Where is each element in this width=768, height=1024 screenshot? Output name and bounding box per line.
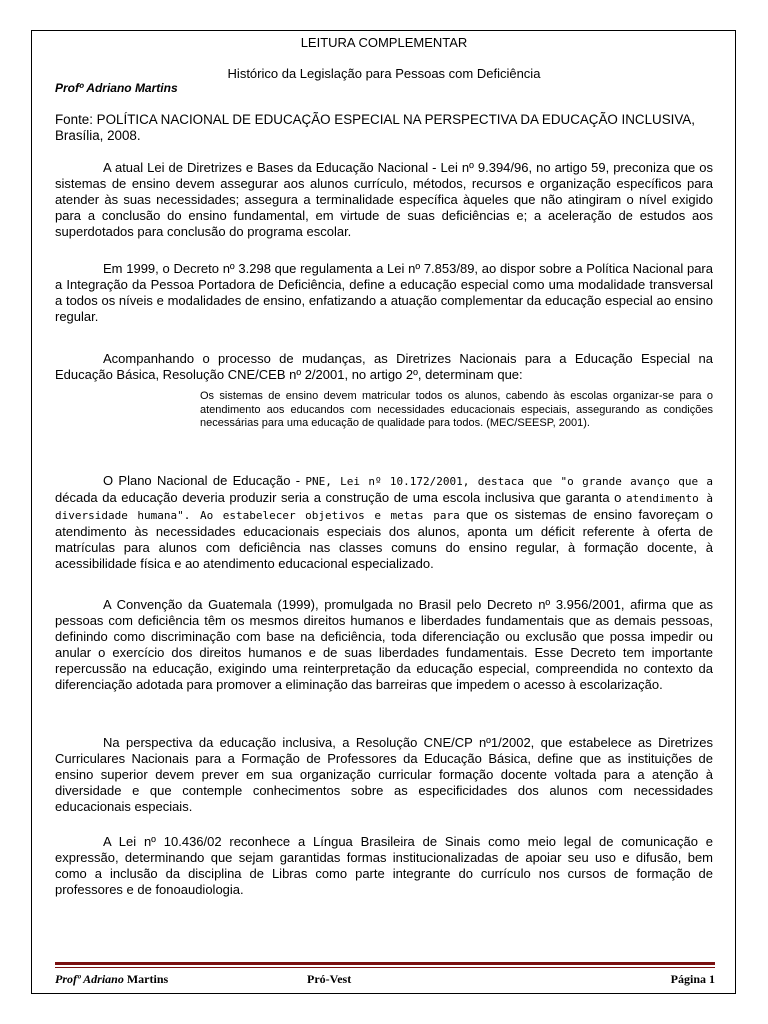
- document-title: LEITURA COMPLEMENTAR: [300, 35, 468, 50]
- footer-author: [55, 972, 168, 987]
- footer-page-number: Página 1: [670, 972, 715, 986]
- paragraph-decreto-3298: Em 1999, o Decreto nº 3.298 que regulamenta a Lei nº 7.853/89, ao dispor sobre a Política Nacional para a Integração da Pessoa Portadora de Deficiência, define a educação especial como uma modalidade transversal a todos os níveis e modalidades de ensino, enfatizando a atuação complementar da educação especial ao ensino regular.: [55, 261, 713, 324]
- paragraph-guatemala: A Convenção da Guatemala (1999), promulgada no Brasil pelo Decreto nº 3.956/2001, afirma que as pessoas com deficiência têm os mesmos direitos humanos e liberdades fundamentais que as demais pessoas, definindo como discriminação com base na deficiência, toda diferenciação ou exclusão que possa impedir ou anular o exercício dos direitos humanos e de suas liberdades fundamentais. Esse Decreto tem importante repercussão na educação, exigindo uma reinterpretação da educação especial, compreendida no contexto da diferenciação adotada para promover a eliminação das barreiras que impedem o acesso à escolarização.: [55, 597, 713, 692]
- footer-course: Pró-Vest: [307, 972, 352, 986]
- paragraph-diretrizes: Acompanhando o processo de mudanças, as Diretrizes Nacionais para a Educação Especial na Educação Básica, Resolução CNE/CEB nº 2/2001, no artigo 2º, determinam que:: [55, 351, 713, 382]
- pne-text-e: que os sistemas de ensino favoreçam o atendimento às necessidades educacionais especiais dos alunos, aponta um déficit referente à oferta de matrículas para alunos com deficiência nas classes comuns do ensino regular, à formação docente, à acessibilidade física e ao atendimento educacional especializado.: [55, 507, 714, 571]
- paragraph-pne: [55, 473, 713, 572]
- pne-text-c: década da educação deveria produzir seria a construção de uma escola inclusiva que garanta o: [55, 490, 626, 505]
- source-reference: Fonte: POLÍTICA NACIONAL DE EDUCAÇÃO ESPECIAL NA PERSPECTIVA DA EDUCAÇÃO INCLUSIVA, Brasília, 2008.: [55, 112, 695, 143]
- pne-text-d: atendimento à diversidade humana". Ao estabelecer objetivos e metas para: [55, 492, 713, 522]
- document-subtitle: Histórico da Legislação para Pessoas com Deficiência: [227, 66, 541, 81]
- footer-rule-thin: [55, 967, 715, 968]
- paragraph-libras: A Lei nº 10.436/02 reconhece a Língua Brasileira de Sinais como meio legal de comunicação e expressão, determinando que sejam garantidas formas institucionalizadas de apoiar seu uso e difusão, bem como a inclusão da disciplina de Libras como parte integrante do currículo nos cursos de formação de professores e de fonoaudiologia.: [55, 834, 713, 897]
- pne-text-b: PNE, Lei nº 10.172/2001, destaca que "o grande avanço que a: [305, 475, 714, 488]
- paragraph-resolucao-cne-cp: Na perspectiva da educação inclusiva, a Resolução CNE/CP nº1/2002, que estabelece as Diretrizes Curriculares Nacionais para a Formação de Professores da Educação Básica, define que as instituições de ensino superior devem prever em sua organização curricular formação docente voltada para a atenção à diversidade e que contemple conhecimentos sobre as especificidades dos alunos com necessidades educacionais especiais.: [55, 735, 713, 814]
- footer-author-italic: Profº Adriano: [55, 972, 124, 986]
- pne-text-a: O Plano Nacional de Educação -: [103, 473, 306, 488]
- author-name: Profº Adriano Martins: [55, 81, 178, 95]
- block-quote: Os sistemas de ensino devem matricular todos os alunos, cabendo às escolas organizar-se para o atendimento aos educandos com necessidades educacionais especiais, assegurando as condições necessárias para uma educação de qualidade para todos. (MEC/SEESP, 2001).: [200, 390, 713, 429]
- paragraph-ldb: A atual Lei de Diretrizes e Bases da Educação Nacional - Lei nº 9.394/96, no artigo 59, preconiza que os sistemas de ensino devem assegurar aos alunos currículo, métodos, recursos e organização específicos para atender às suas necessidades; assegura a terminalidade específica àqueles que não atingiram o nível exigido para a conclusão do ensino fundamental, em virtude de suas deficiências e; a aceleração de estudos aos superdotados para conclusão do programa escolar.: [55, 160, 713, 239]
- footer-author-rest: Martins: [123, 972, 169, 986]
- footer-rule: [55, 962, 715, 965]
